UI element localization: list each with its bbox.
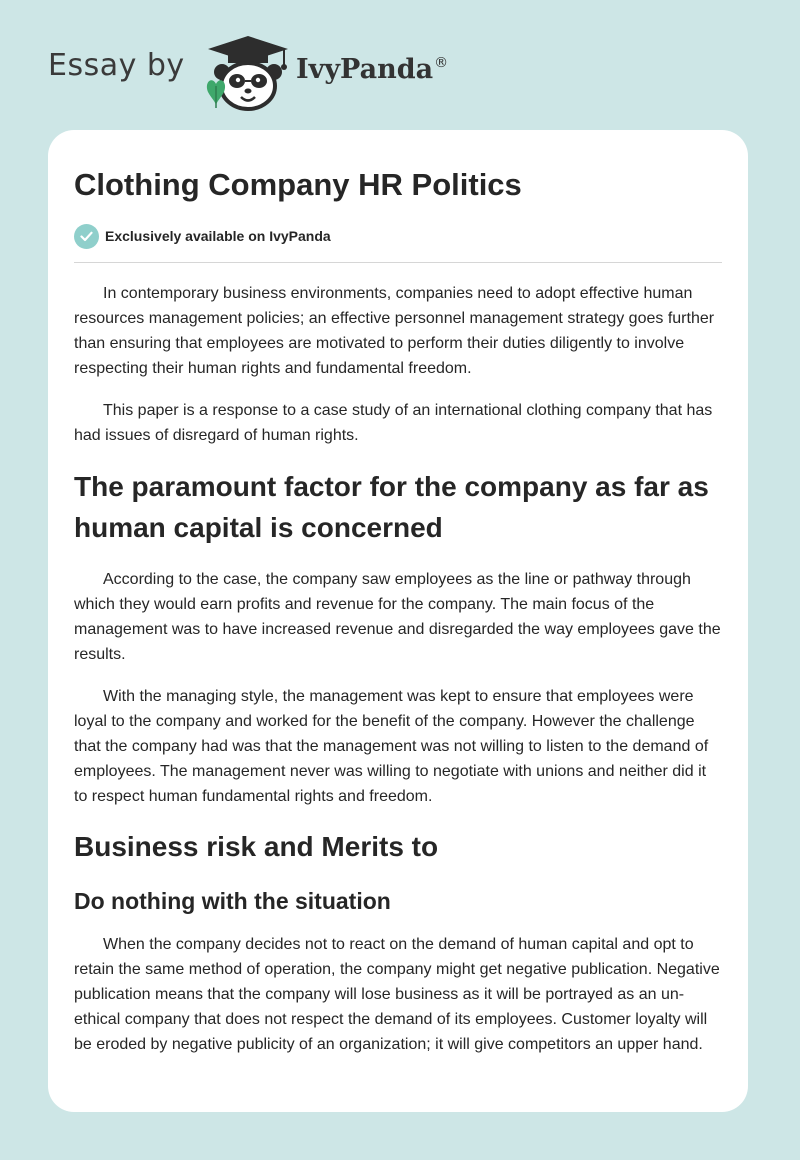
registered-mark: ® [434, 55, 449, 71]
essay-card [48, 130, 748, 1112]
site-header [48, 30, 508, 110]
check-icon [74, 224, 99, 249]
body-paragraph: When the company decides not to react on the demand of human capital and opt to retain the same method of operation, the company might get negative publication. Negative publication means that the company will lose business as it will be portrayed as an un-ethical company that does not respect the demand of its employees. Customer loyalty will be eroded by negative publicity of an organization; it will give competitors an upper hand. [74, 936, 720, 1053]
panda-graduate-icon[interactable] [202, 34, 294, 112]
brand-logo-text[interactable] [296, 54, 448, 85]
title-divider [74, 262, 722, 263]
intro-paragraph: In contemporary business environments, companies need to adopt effective human resources management policies; an effective personnel management strategy goes further than ensuring that employees are motivated to perform their duties diligently to involve respecting their human rights and fundamental freedom. [74, 285, 715, 377]
body-paragraph: With the managing style, the management was kept to ensure that employees were loyal to the company and worked for the benefit of the company. However the challenge that the company had was that the management was not willing to listen to the demand of employees. The management never was willing to negotiate with unions and neither did it to respect human fundamental rights and freedom. [74, 688, 709, 805]
intro-paragraph: This paper is a response to a case study of an international clothing company that has had issues of disregard of human rights. [74, 402, 713, 444]
brand-name: IvyPanda [296, 54, 434, 85]
section-heading: Business risk and Merits to [74, 831, 439, 862]
exclusive-badge-text: Exclusively available on IvyPanda [105, 228, 331, 244]
page-title: Clothing Company HR Politics [74, 167, 522, 202]
essay-by-label: Essay by [48, 48, 185, 83]
exclusive-badge [74, 222, 722, 250]
body-paragraph: According to the case, the company saw employees as the line or pathway through which they would earn profits and revenue for the company. The main focus of the management was to have increased revenue and disregarded the way employees gave the results. [74, 571, 721, 663]
section-heading: The paramount factor for the company as far as human capital is concerned [74, 471, 709, 543]
subsection-heading: Do nothing with the situation [74, 888, 391, 914]
